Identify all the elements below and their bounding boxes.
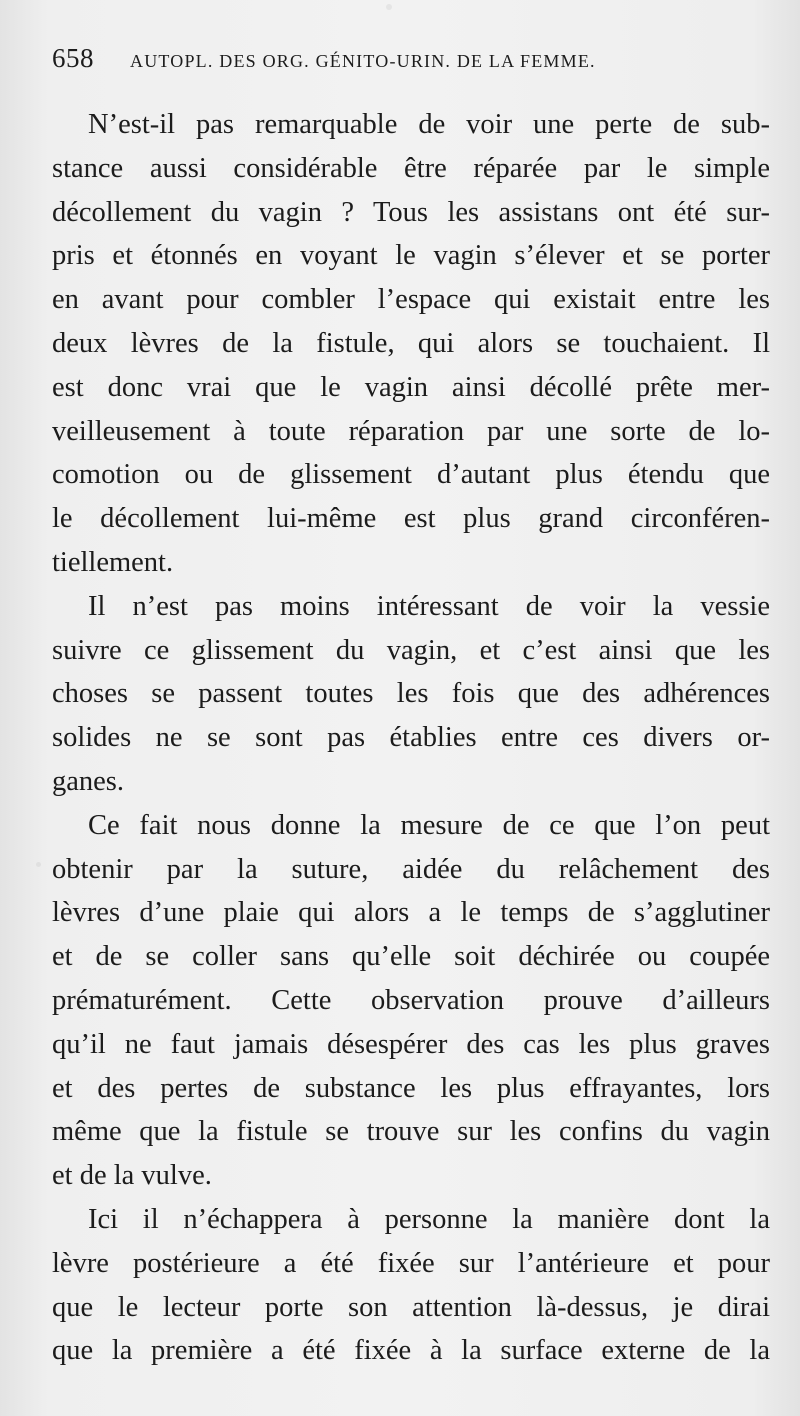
page-number: 658 <box>52 43 94 73</box>
text-line: pris et étonnés en voyant le vagin s’élever et se porter <box>52 240 770 272</box>
text-line: Ici il n’échappera à personne la manière dont la <box>88 1203 770 1235</box>
text-line: choses se passent toutes les fois que des adhérences <box>52 678 770 710</box>
text-line: deux lèvres de la fistule, qui alors se touchaient. Il <box>52 327 770 359</box>
body-text <box>52 103 770 1373</box>
page-header <box>52 43 772 79</box>
text-line: que la première a été fixée à la surface externe de la <box>52 1335 770 1367</box>
text-line: ganes. <box>52 765 125 797</box>
text-line: suivre ce glissement du vagin, et c’est ainsi que les <box>52 634 770 666</box>
text-line: et de se coller sans qu’elle soit déchirée ou coupée <box>52 941 770 973</box>
text-line: lèvres d’une plaie qui alors a le temps de s’agglutiner <box>52 897 770 929</box>
text-line: qu’il ne faut jamais désespérer des cas les plus graves <box>52 1028 770 1060</box>
text-line: N’est-il pas remarquable de voir une perte de sub- <box>88 109 770 140</box>
text-line: obtenir par la suture, aidée du relâchement des <box>52 853 770 885</box>
text-line: que le lecteur porte son attention là-dessus, je dirai <box>52 1291 770 1323</box>
text-line: prématurément. Cette observation prouve d’ailleurs <box>52 984 770 1016</box>
text-line: est donc vrai que le vagin ainsi décollé prête mer- <box>52 371 770 403</box>
text-line: décollement du vagin ? Tous les assistans ont été sur- <box>52 196 770 228</box>
text-line: solides ne se sont pas établies entre ces divers or- <box>52 722 770 754</box>
text-line: même que la fistule se trouve sur les confins du vagin <box>52 1116 770 1148</box>
text-line: tiellement. <box>52 546 174 578</box>
text-line: stance aussi considérable être réparée par le simple <box>52 152 770 184</box>
text-line: Il n’est pas moins intéressant de voir la vessie <box>88 590 770 622</box>
text-line: et de la vulve. <box>52 1160 212 1192</box>
text-line: le décollement lui-même est plus grand circonféren- <box>52 503 770 535</box>
text-line: Ce fait nous donne la mesure de ce que l’on peut <box>88 809 770 841</box>
text-line: lèvre postérieure a été fixée sur l’antérieure et pour <box>52 1247 770 1279</box>
running-head: AUTOPL. DES ORG. GÉNITO-URIN. DE LA FEMME. <box>130 51 596 71</box>
text-line: en avant pour combler l’espace qui existait entre les <box>52 284 770 316</box>
text-line: veilleusement à toute réparation par une sorte de lo- <box>52 415 770 447</box>
print-smudge <box>36 862 41 867</box>
print-smudge <box>386 4 392 10</box>
text-line: comotion ou de glissement d’autant plus étendu que <box>52 459 770 491</box>
text-line: et des pertes de substance les plus effrayantes, lors <box>52 1072 770 1104</box>
